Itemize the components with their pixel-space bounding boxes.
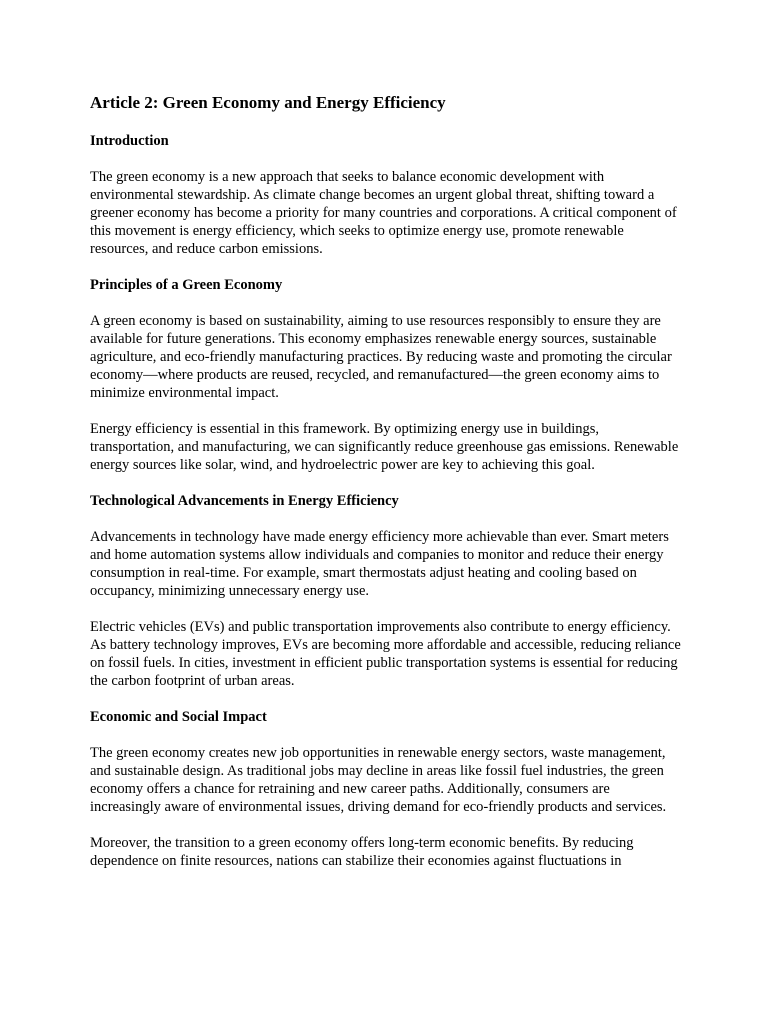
section-technological-advancements (90, 492, 682, 690)
paragraph: A green economy is based on sustainability, aiming to use resources responsibly to ensure they are available for future generations. This economy emphasizes renewable energy sources, sustainable agriculture, and eco-friendly manufacturing practices. By reducing waste and promoting the circular economy—where products are reused, recycled, and remanufactured—the green economy aims to minimize environmental impact. (90, 313, 672, 401)
section-economic-social-impact (90, 708, 682, 870)
section-heading: Economic and Social Impact (90, 709, 267, 725)
section-principles (90, 276, 682, 474)
section-heading: Principles of a Green Economy (90, 277, 283, 293)
section-introduction (90, 132, 682, 258)
paragraph: Energy efficiency is essential in this framework. By optimizing energy use in buildings, transportation, and manufacturing, we can significantly reduce greenhouse gas emissions. Renewable energy sources like solar, wind, and hydroelectric power are key to achieving this goal. (90, 421, 679, 473)
paragraph: Electric vehicles (EVs) and public transportation improvements also contribute to energy efficiency. As battery technology improves, EVs are becoming more affordable and accessible, reducing reliance on fossil fuels. In cities, investment in efficient public transportation systems is essential for reducing the carbon footprint of urban areas. (90, 619, 681, 689)
paragraph: The green economy is a new approach that seeks to balance economic development with environmental stewardship. As climate change becomes an urgent global threat, shifting toward a greener economy has become a priority for many countries and corporations. A critical component of this movement is energy efficiency, which seeks to optimize energy use, promote renewable resources, and reduce carbon emissions. (90, 169, 677, 257)
article-title: Article 2: Green Economy and Energy Efficiency (90, 93, 446, 112)
paragraph: Advancements in technology have made energy efficiency more achievable than ever. Smart meters and home automation systems allow individuals and companies to monitor and reduce their energy consumption in real-time. For example, smart thermostats adjust heating and cooling based on occupancy, minimizing unnecessary energy use. (90, 529, 669, 599)
document-page (90, 92, 682, 870)
section-heading: Technological Advancements in Energy Efficiency (90, 493, 399, 509)
paragraph: The green economy creates new job opportunities in renewable energy sectors, waste management, and sustainable design. As traditional jobs may decline in areas like fossil fuel industries, the green economy offers a chance for retraining and new career paths. Additionally, consumers are increasingly aware of environmental issues, driving demand for eco-friendly products and services. (90, 745, 667, 815)
paragraph: Moreover, the transition to a green economy offers long-term economic benefits. By reducing dependence on finite resources, nations can stabilize their economies against fluctuations in (90, 835, 634, 869)
section-heading: Introduction (90, 133, 169, 149)
